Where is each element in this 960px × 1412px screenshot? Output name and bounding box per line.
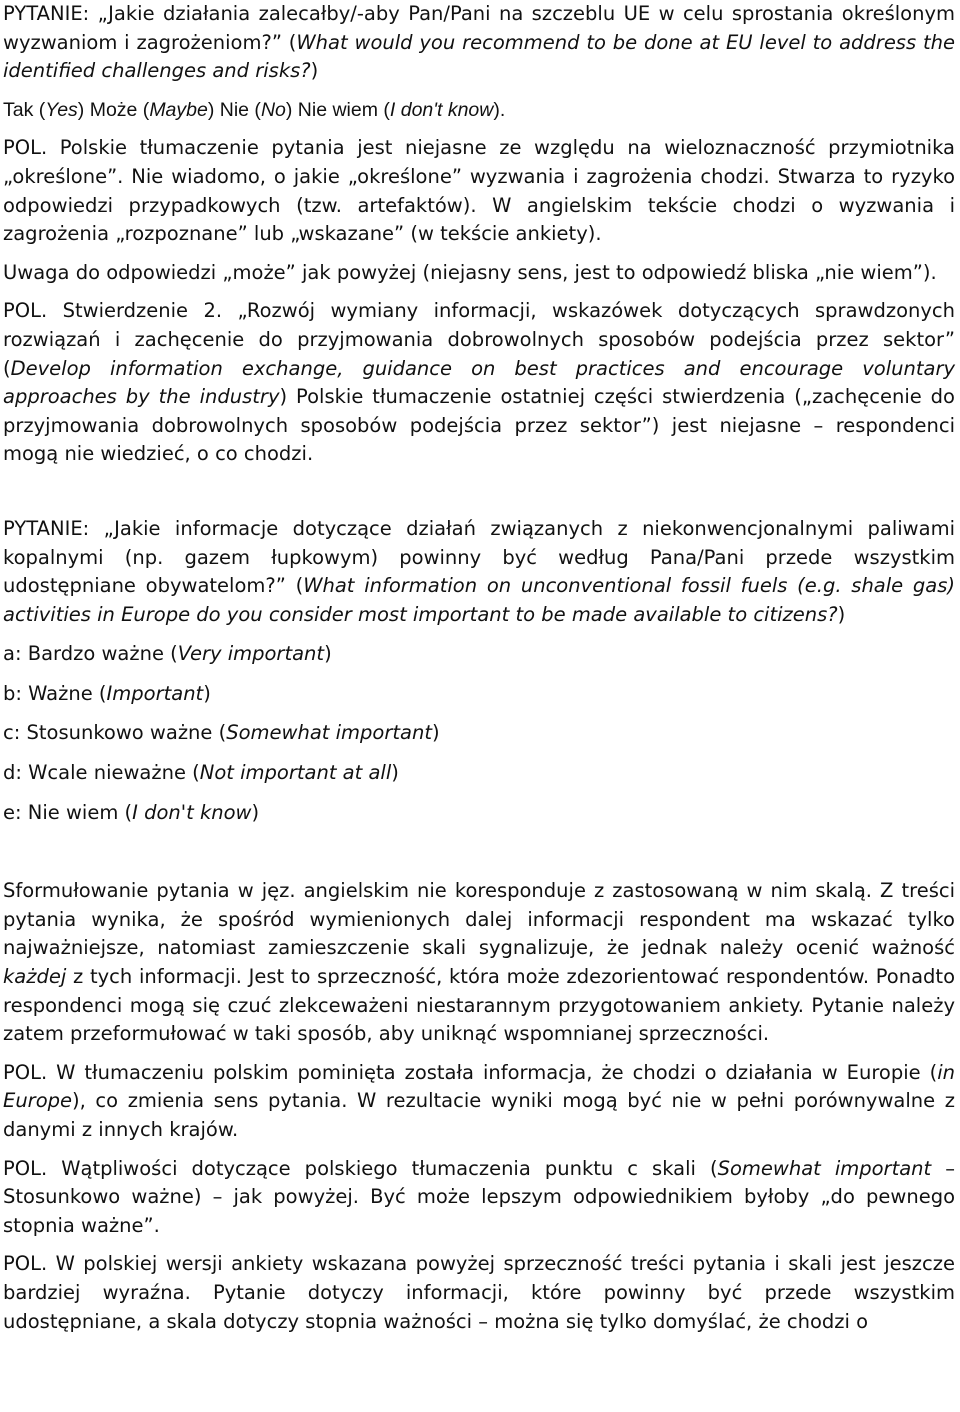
scale-option-b: b: Ważne (Important) — [3, 681, 211, 705]
scale-option-a: a: Bardzo ważne (Very important) — [3, 642, 332, 666]
note-paragraph-2: Uwaga do odpowiedzi „może” jak powyżej (niejasny sens, jest to odpowiedź bliska „nie wiem”). — [3, 260, 937, 284]
comment-paragraph-2: POL. W tłumaczeniu polskim pominięta została informacja, że chodzi o działania w Europie (in Europe), co zmienia sens pytania. W rezultacie wyniki mogą być nie w pełni porównywalne z danymi z innych krajów. — [3, 1060, 955, 1141]
scale-option-c: c: Stosunkowo ważne (Somewhat important) — [3, 721, 440, 745]
comment-paragraph-3: POL. Wątpliwości dotyczące polskiego tłumaczenia punktu c skali (Somewhat important – Stosunkowo ważne) – jak powyżej. Być może lepszym odpowiednikiem byłoby „do pewnego stopnia ważne”. — [3, 1156, 955, 1237]
question-2: PYTANIE: „Jakie informacje dotyczące działań związanych z niekonwencjonalnymi paliwami kopalnymi (np. gazem łupkowym) powinny być według Pana/Pani przede wszystkim udostępniane obywatelom?” (What information on unconventional fossil fuels (e.g. shale gas) activities in Europe do you consider most important to be made available to citizens?) — [3, 516, 956, 626]
note-paragraph-3: POL. Stwierdzenie 2. „Rozwój wymiany informacji, wskazówek dotyczących sprawdzonych rozwiązań i zachęcenie do przyjmowania dobrowolnych sposobów podejścia przez sektor” (Develop information exchange, guidance on best practices and encourage voluntary approaches by the industry) Polskie tłumaczenie ostatniej części stwierdzenia („zachęcenie do przyjmowania dobrowolnych sposobów podejścia przez sektor”) jest niejasne – respondenci mogą nie wiedzieć, o co chodzi. — [3, 299, 955, 466]
answer-options-line: Tak (Yes) Może (Maybe) Nie (No) Nie wiem (I don't know). — [3, 98, 506, 121]
note-paragraph-1: POL. Polskie tłumaczenie pytania jest niejasne ze względu na wieloznaczność przymiotnika „określone”. Nie wiadomo, o jakie „określone” wyzwania i zagrożenia chodzi. Stwarza to ryzyko odpowiedzi przypadkowych (tzw. artefaktów). W angielskim tekście chodzi o wyzwania i zagrożenia „rozpoznane” lub „wskazane” (w tekście ankiety). — [3, 136, 955, 246]
comment-paragraph-4: POL. W polskiej wersji ankiety wskazana powyżej sprzeczność treści pytania i skali jest jeszcze bardziej wyraźna. Pytanie dotyczy informacji, które powinny być przede wszystkim udostępniane, a skala dotyczy stopnia ważności – można się tylko domyślać, że chodzi o — [3, 1252, 955, 1333]
scale-option-d: d: Wcale nieważne (Not important at all) — [3, 761, 399, 785]
comment-paragraph-1: Sformułowanie pytania w jęz. angielskim nie koresponduje z zastosowaną w nim skalą. Z treści pytania wynika, że spośród wymienionych dalej informacji respondent ma wskazać tylko najważniejsze, natomiast zamieszczenie skali sygnalizuje, że jednak należy ocenić ważność każdej z tych informacji. Jest to sprzeczność, która może zdezorientować respondentów. Ponadto respondenci mogą się czuć zlekceważeni niestarannym przygotowaniem ankiety. Pytanie należy zatem przeformułować w taki sposób, aby uniknąć wspomnianej sprzeczności. — [3, 879, 955, 1046]
scale-option-e: e: Nie wiem (I don't know) — [3, 800, 260, 824]
question-1: PYTANIE: „Jakie działania zalecałby/-aby Pan/Pani na szczeblu UE w celu sprostania określonym wyzwaniom i zagrożeniom?” (What would you recommend to be done at EU level to address the identified challenges and risks?) — [3, 2, 955, 83]
